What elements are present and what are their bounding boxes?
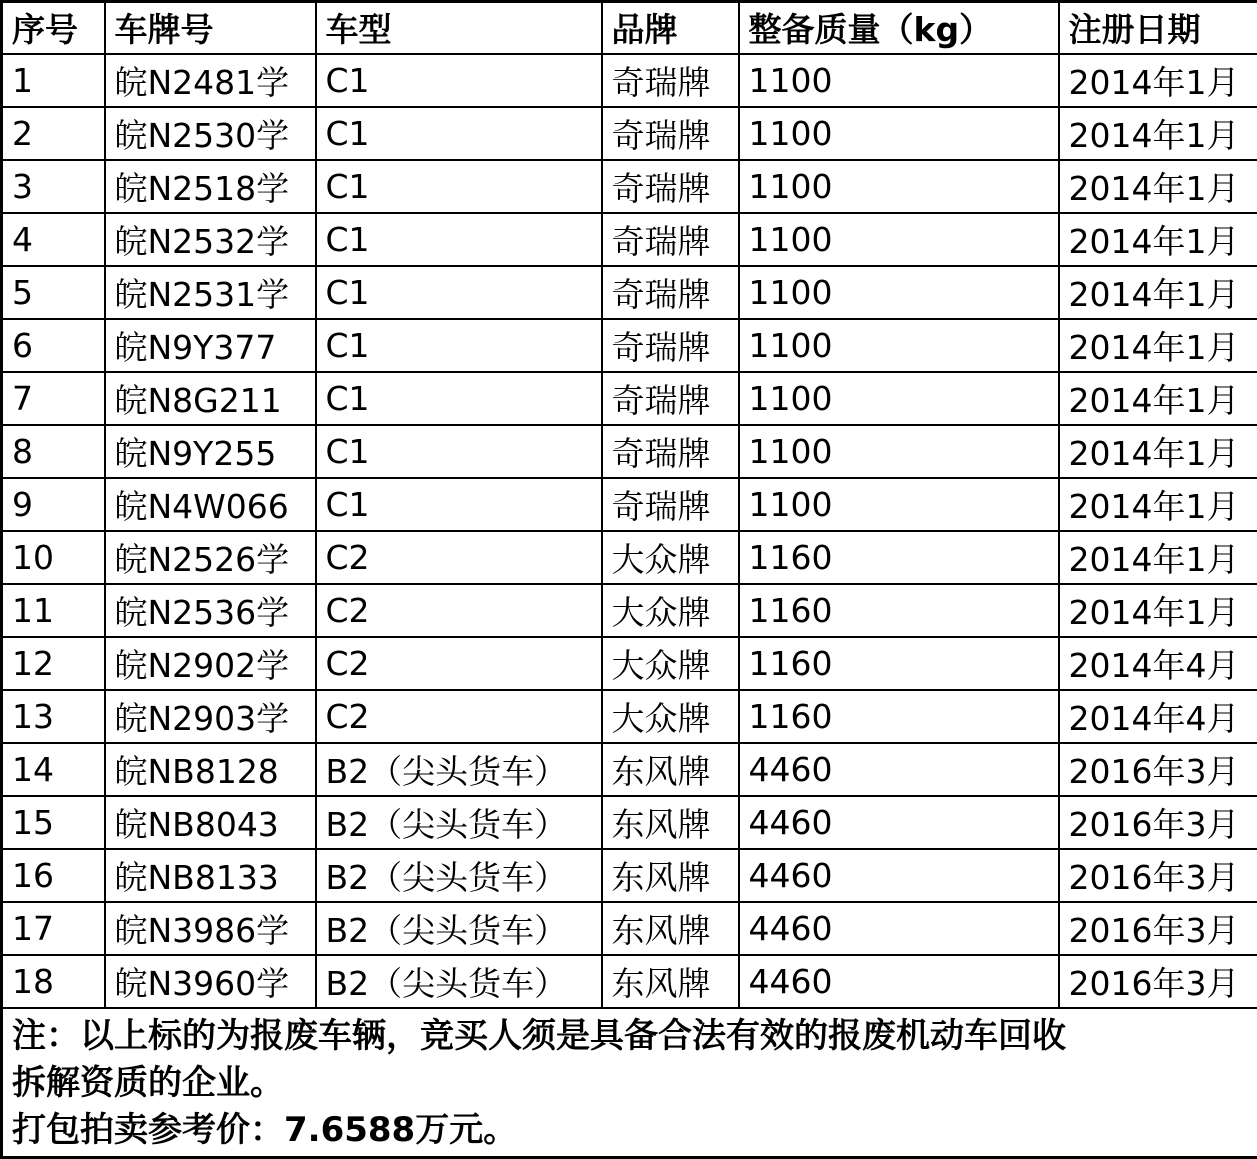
cell-date: 2016年3月 xyxy=(1059,796,1257,849)
table-row xyxy=(2,478,1257,531)
cell-weight: 1100 xyxy=(739,266,1059,319)
cell-weight: 4460 xyxy=(739,743,1059,796)
cell-type: C1 xyxy=(316,425,602,478)
cell-type: C2 xyxy=(316,637,602,690)
cell-brand: 奇瑞牌 xyxy=(602,266,739,319)
table-row xyxy=(2,902,1257,955)
cell-index: 7 xyxy=(2,372,105,425)
table-row xyxy=(2,796,1257,849)
cell-date: 2014年1月 xyxy=(1059,160,1257,213)
col-header-plate: 车牌号 xyxy=(105,2,316,54)
cell-plate: 皖N9Y377 xyxy=(105,319,316,372)
cell-index: 13 xyxy=(2,690,105,743)
cell-plate: 皖N9Y255 xyxy=(105,425,316,478)
cell-index: 5 xyxy=(2,266,105,319)
cell-index: 14 xyxy=(2,743,105,796)
cell-type: C1 xyxy=(316,266,602,319)
cell-weight: 1100 xyxy=(739,160,1059,213)
cell-weight: 1100 xyxy=(739,372,1059,425)
note-row xyxy=(2,1008,1257,1158)
col-header-brand: 品牌 xyxy=(602,2,739,54)
table-row xyxy=(2,425,1257,478)
cell-index: 3 xyxy=(2,160,105,213)
table-row xyxy=(2,690,1257,743)
cell-brand: 奇瑞牌 xyxy=(602,213,739,266)
table-row xyxy=(2,372,1257,425)
cell-index: 15 xyxy=(2,796,105,849)
cell-index: 8 xyxy=(2,425,105,478)
cell-date: 2014年1月 xyxy=(1059,425,1257,478)
cell-weight: 4460 xyxy=(739,955,1059,1008)
cell-weight: 1100 xyxy=(739,425,1059,478)
cell-weight: 1100 xyxy=(739,478,1059,531)
cell-index: 18 xyxy=(2,955,105,1008)
cell-brand: 大众牌 xyxy=(602,637,739,690)
table-row xyxy=(2,266,1257,319)
cell-date: 2016年3月 xyxy=(1059,955,1257,1008)
cell-type: C2 xyxy=(316,690,602,743)
cell-plate: 皖N2526学 xyxy=(105,531,316,584)
cell-plate: 皖N2531学 xyxy=(105,266,316,319)
cell-weight: 4460 xyxy=(739,796,1059,849)
cell-weight: 1160 xyxy=(739,690,1059,743)
cell-date: 2014年1月 xyxy=(1059,531,1257,584)
cell-brand: 奇瑞牌 xyxy=(602,107,739,160)
note-cell xyxy=(2,1008,1257,1158)
cell-plate: 皖NB8133 xyxy=(105,849,316,902)
cell-plate: 皖N2903学 xyxy=(105,690,316,743)
cell-brand: 奇瑞牌 xyxy=(602,319,739,372)
cell-plate: 皖N4W066 xyxy=(105,478,316,531)
cell-brand: 东风牌 xyxy=(602,849,739,902)
cell-date: 2014年1月 xyxy=(1059,266,1257,319)
table-row xyxy=(2,584,1257,637)
table-row xyxy=(2,319,1257,372)
cell-date: 2014年1月 xyxy=(1059,478,1257,531)
cell-plate: 皖N8G211 xyxy=(105,372,316,425)
cell-plate: 皖N2536学 xyxy=(105,584,316,637)
cell-brand: 奇瑞牌 xyxy=(602,54,739,107)
cell-brand: 东风牌 xyxy=(602,796,739,849)
table-header-row xyxy=(2,2,1257,54)
cell-brand: 奇瑞牌 xyxy=(602,372,739,425)
note-line-2: 拆解资质的企业。 xyxy=(12,1060,1247,1107)
col-header-index: 序号 xyxy=(2,2,105,54)
cell-date: 2014年1月 xyxy=(1059,107,1257,160)
cell-index: 9 xyxy=(2,478,105,531)
cell-brand: 东风牌 xyxy=(602,743,739,796)
cell-date: 2014年1月 xyxy=(1059,372,1257,425)
cell-date: 2014年1月 xyxy=(1059,54,1257,107)
cell-brand: 东风牌 xyxy=(602,955,739,1008)
cell-brand: 大众牌 xyxy=(602,531,739,584)
cell-date: 2016年3月 xyxy=(1059,849,1257,902)
cell-date: 2014年1月 xyxy=(1059,584,1257,637)
cell-plate: 皖NB8043 xyxy=(105,796,316,849)
cell-index: 6 xyxy=(2,319,105,372)
cell-index: 11 xyxy=(2,584,105,637)
cell-type: B2（尖头货车） xyxy=(316,796,602,849)
cell-index: 10 xyxy=(2,531,105,584)
cell-index: 2 xyxy=(2,107,105,160)
cell-index: 12 xyxy=(2,637,105,690)
cell-date: 2016年3月 xyxy=(1059,743,1257,796)
table-row xyxy=(2,955,1257,1008)
cell-type: B2（尖头货车） xyxy=(316,849,602,902)
cell-weight: 1100 xyxy=(739,54,1059,107)
cell-weight: 1100 xyxy=(739,107,1059,160)
col-header-date: 注册日期 xyxy=(1059,2,1257,54)
cell-type: B2（尖头货车） xyxy=(316,743,602,796)
table-row xyxy=(2,107,1257,160)
cell-type: C2 xyxy=(316,584,602,637)
table-row xyxy=(2,849,1257,902)
cell-type: C1 xyxy=(316,54,602,107)
cell-date: 2014年4月 xyxy=(1059,637,1257,690)
cell-brand: 大众牌 xyxy=(602,584,739,637)
cell-plate: 皖N2530学 xyxy=(105,107,316,160)
cell-weight: 4460 xyxy=(739,902,1059,955)
cell-type: B2（尖头货车） xyxy=(316,902,602,955)
cell-date: 2014年4月 xyxy=(1059,690,1257,743)
cell-index: 16 xyxy=(2,849,105,902)
cell-brand: 奇瑞牌 xyxy=(602,478,739,531)
cell-brand: 奇瑞牌 xyxy=(602,160,739,213)
cell-date: 2014年1月 xyxy=(1059,319,1257,372)
cell-plate: 皖NB8128 xyxy=(105,743,316,796)
cell-weight: 1160 xyxy=(739,637,1059,690)
table-row xyxy=(2,531,1257,584)
table-row xyxy=(2,213,1257,266)
cell-type: C1 xyxy=(316,160,602,213)
cell-weight: 1160 xyxy=(739,531,1059,584)
cell-type: C1 xyxy=(316,107,602,160)
cell-plate: 皖N2481学 xyxy=(105,54,316,107)
table-row xyxy=(2,743,1257,796)
cell-weight: 1100 xyxy=(739,319,1059,372)
table-row xyxy=(2,54,1257,107)
cell-type: C2 xyxy=(316,531,602,584)
cell-weight: 1100 xyxy=(739,213,1059,266)
table-row xyxy=(2,160,1257,213)
cell-index: 17 xyxy=(2,902,105,955)
col-header-weight: 整备质量（kg） xyxy=(739,2,1059,54)
cell-plate: 皖N2532学 xyxy=(105,213,316,266)
cell-plate: 皖N3960学 xyxy=(105,955,316,1008)
cell-brand: 奇瑞牌 xyxy=(602,425,739,478)
cell-type: C1 xyxy=(316,478,602,531)
table-row xyxy=(2,637,1257,690)
cell-date: 2014年1月 xyxy=(1059,213,1257,266)
cell-type: C1 xyxy=(316,213,602,266)
cell-date: 2016年3月 xyxy=(1059,902,1257,955)
cell-weight: 4460 xyxy=(739,849,1059,902)
cell-index: 4 xyxy=(2,213,105,266)
cell-plate: 皖N2902学 xyxy=(105,637,316,690)
cell-brand: 东风牌 xyxy=(602,902,739,955)
note-line-3: 打包拍卖参考价：7.6588万元。 xyxy=(12,1107,1247,1154)
cell-plate: 皖N3986学 xyxy=(105,902,316,955)
cell-weight: 1160 xyxy=(739,584,1059,637)
cell-type: C1 xyxy=(316,372,602,425)
cell-brand: 大众牌 xyxy=(602,690,739,743)
col-header-type: 车型 xyxy=(316,2,602,54)
cell-plate: 皖N2518学 xyxy=(105,160,316,213)
cell-type: C1 xyxy=(316,319,602,372)
note-line-1: 注：以上标的为报废车辆，竞买人须是具备合法有效的报废机动车回收 xyxy=(12,1013,1247,1060)
cell-type: B2（尖头货车） xyxy=(316,955,602,1008)
cell-index: 1 xyxy=(2,54,105,107)
